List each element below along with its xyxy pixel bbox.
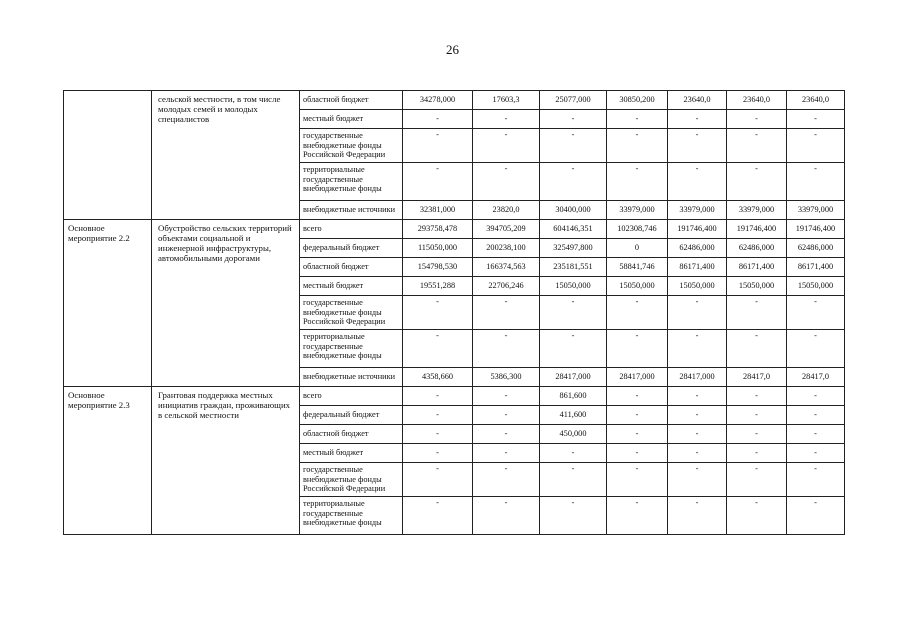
budget-value: 394705,209: [473, 220, 540, 239]
budget-value: -: [540, 497, 607, 535]
budget-value: -: [727, 406, 787, 425]
budget-value: -: [787, 444, 845, 463]
funding-source: внебюджетные источники: [300, 368, 403, 387]
budget-value: 191746,400: [668, 220, 727, 239]
budget-value: -: [607, 406, 668, 425]
budget-value: 115050,000: [403, 239, 473, 258]
budget-value: -: [473, 444, 540, 463]
budget-value: 28417,000: [668, 368, 727, 387]
budget-value: 62486,000: [668, 239, 727, 258]
funding-source: всего: [300, 220, 403, 239]
budget-value: -: [787, 406, 845, 425]
budget-value: 15050,000: [727, 277, 787, 296]
budget-value: -: [727, 330, 787, 368]
funding-source: местный бюджет: [300, 277, 403, 296]
budget-value: -: [473, 163, 540, 201]
budget-table-body: [64, 91, 845, 535]
budget-value: -: [540, 330, 607, 368]
budget-value: -: [607, 330, 668, 368]
budget-value: -: [727, 110, 787, 129]
budget-value: -: [473, 406, 540, 425]
budget-value: -: [727, 387, 787, 406]
budget-value: -: [787, 463, 845, 497]
funding-source: местный бюджет: [300, 444, 403, 463]
budget-value: -: [540, 444, 607, 463]
budget-value: -: [668, 444, 727, 463]
budget-value: -: [607, 425, 668, 444]
budget-value: 604146,351: [540, 220, 607, 239]
budget-value: 62486,000: [727, 239, 787, 258]
budget-value: 34278,000: [403, 91, 473, 110]
budget-value: 191746,400: [787, 220, 845, 239]
budget-value: 293758,478: [403, 220, 473, 239]
budget-value: 28417,000: [540, 368, 607, 387]
table-row: [64, 220, 845, 239]
budget-value: 102308,746: [607, 220, 668, 239]
budget-value: -: [668, 163, 727, 201]
budget-value: 861,600: [540, 387, 607, 406]
budget-value: 191746,400: [727, 220, 787, 239]
budget-value: 235181,551: [540, 258, 607, 277]
funding-source: территориальные государственные внебюджетные фонды: [300, 330, 403, 368]
budget-value: -: [727, 129, 787, 163]
budget-value: 23640,0: [727, 91, 787, 110]
budget-value: 86171,400: [668, 258, 727, 277]
budget-value: -: [473, 497, 540, 535]
budget-value: -: [403, 406, 473, 425]
budget-value: 15050,000: [668, 277, 727, 296]
funding-source: областной бюджет: [300, 425, 403, 444]
budget-value: -: [403, 425, 473, 444]
budget-value: 33979,000: [787, 201, 845, 220]
budget-value: -: [473, 296, 540, 330]
budget-value: -: [668, 110, 727, 129]
budget-value: -: [787, 330, 845, 368]
funding-source: федеральный бюджет: [300, 406, 403, 425]
budget-value: -: [403, 387, 473, 406]
budget-value: -: [727, 463, 787, 497]
activity-name: сельской местности, в том числе молодых семей и молодых специалистов: [152, 91, 300, 220]
budget-table: [63, 90, 845, 535]
budget-value: 86171,400: [787, 258, 845, 277]
budget-value: -: [668, 330, 727, 368]
budget-value: 15050,000: [540, 277, 607, 296]
funding-source: территориальные государственные внебюджетные фонды: [300, 497, 403, 535]
budget-value: -: [787, 497, 845, 535]
budget-value: 450,000: [540, 425, 607, 444]
budget-value: -: [727, 425, 787, 444]
budget-value: -: [473, 129, 540, 163]
funding-source: внебюджетные источники: [300, 201, 403, 220]
budget-value: 5386,300: [473, 368, 540, 387]
budget-value: 15050,000: [787, 277, 845, 296]
budget-value: -: [473, 330, 540, 368]
budget-value: -: [540, 129, 607, 163]
budget-value: -: [403, 296, 473, 330]
budget-value: -: [668, 129, 727, 163]
budget-value: 28417,0: [727, 368, 787, 387]
budget-value: -: [668, 425, 727, 444]
budget-value: 33979,000: [668, 201, 727, 220]
budget-value: -: [607, 110, 668, 129]
page-number: 26: [446, 42, 459, 57]
budget-value: -: [403, 163, 473, 201]
budget-value: 23640,0: [787, 91, 845, 110]
activity-code: Основное мероприятие 2.3: [64, 387, 152, 535]
budget-value: -: [727, 497, 787, 535]
budget-value: 166374,563: [473, 258, 540, 277]
budget-value: -: [403, 110, 473, 129]
budget-value: -: [403, 497, 473, 535]
budget-value: 22706,246: [473, 277, 540, 296]
budget-value: 62486,000: [787, 239, 845, 258]
budget-value: -: [668, 406, 727, 425]
budget-value: 33979,000: [607, 201, 668, 220]
budget-value: 0: [607, 239, 668, 258]
budget-value: 4358,660: [403, 368, 473, 387]
budget-value: 23820,0: [473, 201, 540, 220]
budget-value: -: [727, 163, 787, 201]
budget-value: -: [607, 129, 668, 163]
budget-value: -: [473, 387, 540, 406]
budget-value: -: [668, 463, 727, 497]
activity-name: Обустройство сельских территорий объектами социальной и инженерной инфраструктуры, автомобильными дорогами: [152, 220, 300, 387]
funding-source: всего: [300, 387, 403, 406]
budget-value: -: [607, 387, 668, 406]
budget-value: 154798,530: [403, 258, 473, 277]
budget-value: -: [607, 444, 668, 463]
budget-value: 411,600: [540, 406, 607, 425]
funding-source: местный бюджет: [300, 110, 403, 129]
budget-value: -: [668, 296, 727, 330]
budget-value: -: [540, 296, 607, 330]
budget-value: -: [473, 463, 540, 497]
funding-source: областной бюджет: [300, 258, 403, 277]
budget-value: 86171,400: [727, 258, 787, 277]
budget-value: 15050,000: [607, 277, 668, 296]
budget-value: 200238,100: [473, 239, 540, 258]
budget-value: 25077,000: [540, 91, 607, 110]
budget-value: 30400,000: [540, 201, 607, 220]
budget-value: -: [607, 296, 668, 330]
budget-value: 325497,800: [540, 239, 607, 258]
budget-value: -: [607, 463, 668, 497]
table-row: [64, 91, 845, 110]
budget-value: 33979,000: [727, 201, 787, 220]
budget-value: -: [403, 463, 473, 497]
budget-value: 28417,000: [607, 368, 668, 387]
budget-value: 32381,000: [403, 201, 473, 220]
funding-source: территориальные государственные внебюджетные фонды: [300, 163, 403, 201]
budget-value: 17603,3: [473, 91, 540, 110]
budget-value: -: [540, 110, 607, 129]
budget-value: -: [540, 163, 607, 201]
budget-value: -: [473, 110, 540, 129]
budget-value: -: [668, 497, 727, 535]
budget-value: -: [787, 110, 845, 129]
budget-value: -: [540, 463, 607, 497]
budget-value: -: [607, 497, 668, 535]
budget-value: 23640,0: [668, 91, 727, 110]
funding-source: государственные внебюджетные фонды Российской Федерации: [300, 463, 403, 497]
activity-code: Основное мероприятие 2.2: [64, 220, 152, 387]
budget-value: -: [787, 163, 845, 201]
budget-value: -: [727, 296, 787, 330]
budget-value: 19551,288: [403, 277, 473, 296]
budget-value: -: [787, 129, 845, 163]
budget-value: 58841,746: [607, 258, 668, 277]
budget-value: -: [727, 444, 787, 463]
budget-value: -: [473, 425, 540, 444]
budget-value: -: [787, 296, 845, 330]
budget-value: -: [403, 444, 473, 463]
funding-source: государственные внебюджетные фонды Российской Федерации: [300, 296, 403, 330]
budget-value: 30850,200: [607, 91, 668, 110]
budget-value: -: [403, 129, 473, 163]
budget-value: -: [403, 330, 473, 368]
budget-value: -: [787, 387, 845, 406]
funding-source: областной бюджет: [300, 91, 403, 110]
budget-value: 28417,0: [787, 368, 845, 387]
activity-code: [64, 91, 152, 220]
table-row: [64, 387, 845, 406]
funding-source: федеральный бюджет: [300, 239, 403, 258]
budget-value: -: [787, 425, 845, 444]
activity-name: Грантовая поддержка местных инициатив граждан, проживающих в сельской местности: [152, 387, 300, 535]
budget-value: -: [668, 387, 727, 406]
budget-value: -: [607, 163, 668, 201]
funding-source: государственные внебюджетные фонды Российской Федерации: [300, 129, 403, 163]
